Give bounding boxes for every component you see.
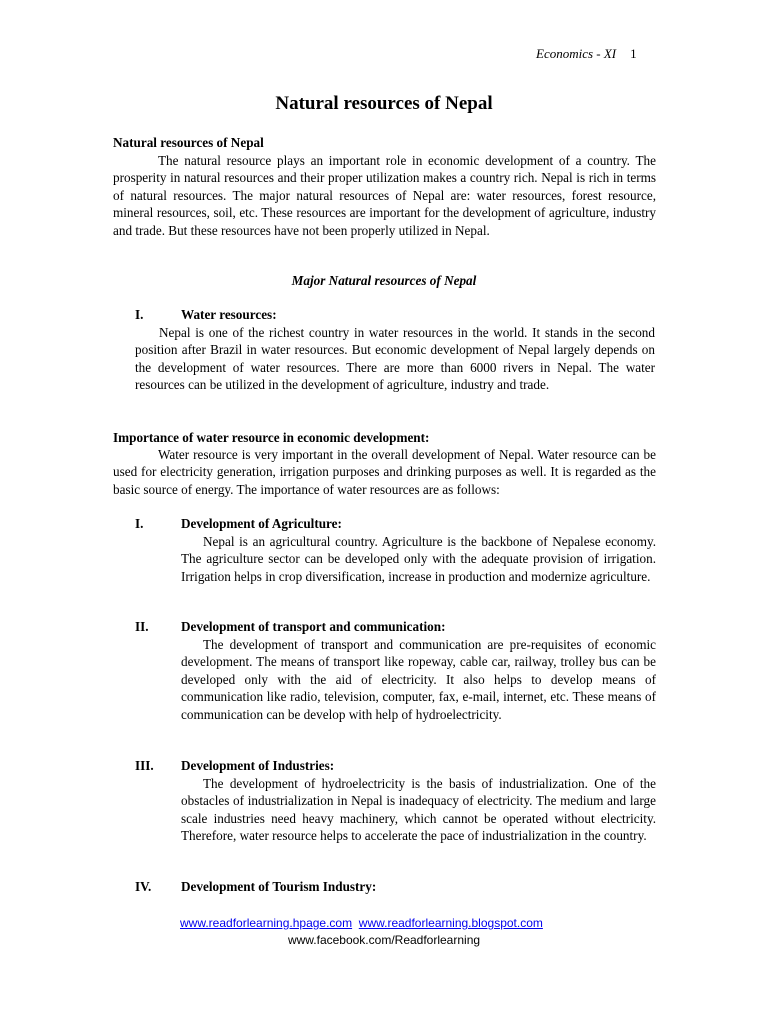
- point-2-title: Development of transport and communication:: [181, 619, 446, 634]
- point-4-title: Development of Tourism Industry:: [181, 879, 377, 894]
- footer-link-blogspot[interactable]: www.readforlearning.blogspot.com: [358, 916, 543, 930]
- footer-link-hpage[interactable]: www.readforlearning.hpage.com: [180, 916, 353, 930]
- page-header: [536, 46, 637, 62]
- point-2-paragraph: The development of transport and communication are pre-requisites of economic development. The means of transport like ropeway, cable car, railway, trolley bus can be developed only with the aid of electricity. It also helps to develop means of communication like radio, television, computer, fax, e-mail, internet, etc. These means of communication can be develop with help of hydroelectricity.: [181, 637, 656, 722]
- page-number: 1: [630, 46, 637, 61]
- water-title: Water resources:: [181, 307, 277, 322]
- footer-links: [180, 916, 543, 930]
- intro-paragraph: The natural resource plays an important role in economic development of a country. The prosperity in natural resources and their proper utilization makes a country rich. Nepal is rich in terms of natural resources. The major natural resources of Nepal are: water resources, forest resource, mineral resources, soil, etc. These resources are important for the development of agriculture, industry and trade. But these resources have not been properly utilized in Nepal.: [113, 153, 656, 238]
- header-subject: Economics - XI: [536, 46, 617, 61]
- water-paragraph: Nepal is one of the richest country in water resources in the world. It stands in the second position after Brazil in water resources. But economic development of Nepal largely depends on the development of water resources. There are more than 6000 rivers in Nepal. The water resources can be utilized in the development of agriculture, industry and trade.: [135, 325, 655, 393]
- intro-heading: Natural resources of Nepal: [113, 135, 264, 150]
- point-4-number: IV.: [135, 879, 152, 894]
- page-title: Natural resources of Nepal: [275, 93, 493, 114]
- major-heading: Major Natural resources of Nepal: [291, 273, 477, 288]
- footer-facebook: www.facebook.com/Readforlearning: [287, 933, 481, 947]
- water-number: I.: [135, 307, 144, 322]
- point-1-number: I.: [135, 516, 144, 531]
- point-1-title: Development of Agriculture:: [181, 516, 342, 531]
- point-3-number: III.: [135, 758, 154, 773]
- importance-paragraph: Water resource is very important in the overall development of Nepal. Water resource can be used for electricity generation, irrigation purposes and drinking purposes as well. It is regarded as the basic source of energy. The importance of water resources are as follows:: [113, 447, 656, 497]
- point-2-number: II.: [135, 619, 149, 634]
- point-3-paragraph: The development of hydroelectricity is the basis of industrialization. One of the obstacles of industrialization in Nepal is inadequacy of electricity. The medium and large scale industries need heavy machinery, which cannot be operated without electricity. Therefore, water resource helps to accelerate the pace of industrialization in the country.: [181, 776, 656, 844]
- importance-heading: Importance of water resource in economic development:: [113, 430, 430, 445]
- point-1-paragraph: Nepal is an agricultural country. Agriculture is the backbone of Nepalese economy. The agriculture sector can be developed only with the adequate provision of irrigation. Irrigation helps in crop diversification, increase in production and modernize agriculture.: [181, 534, 656, 584]
- point-3-title: Development of Industries:: [181, 758, 335, 773]
